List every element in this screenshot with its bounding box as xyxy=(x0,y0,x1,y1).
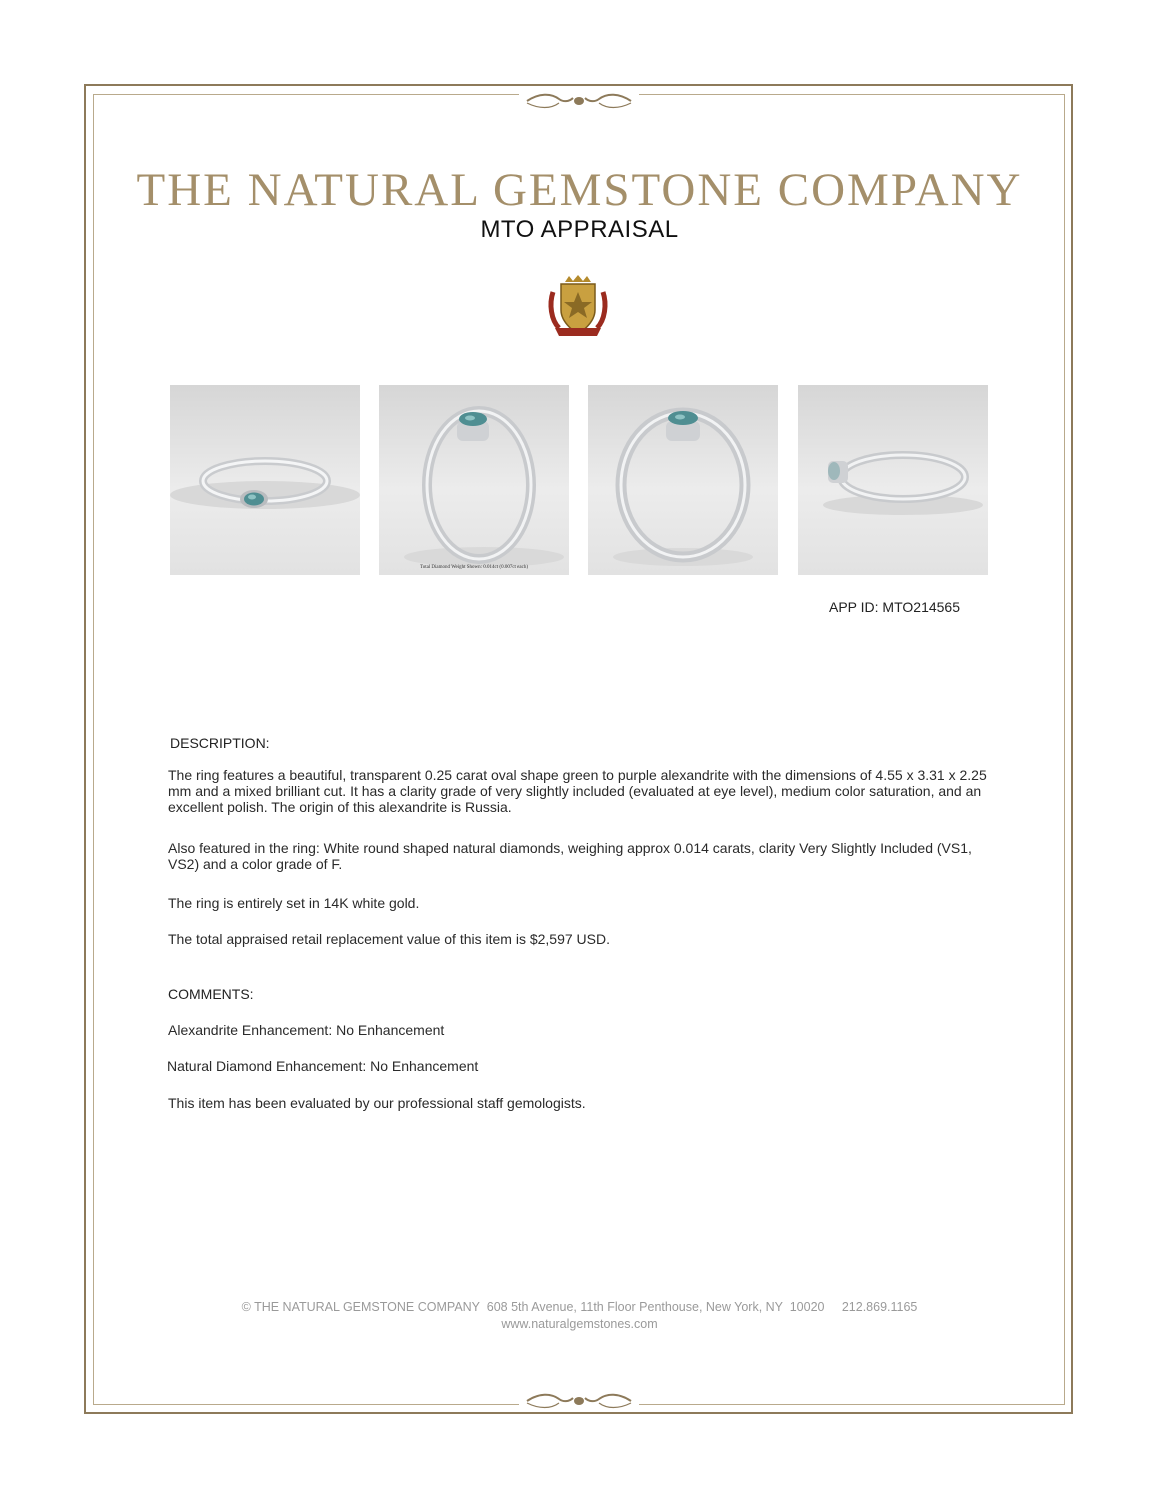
footer-website-link[interactable]: www.naturalgemstones.com xyxy=(501,1317,658,1331)
ring-front-view-image xyxy=(170,385,360,575)
comment-item: This item has been evaluated by our professional staff gemologists. xyxy=(168,1095,586,1111)
description-heading: DESCRIPTION: xyxy=(170,735,270,751)
bottom-flourish-ornament xyxy=(519,1390,639,1412)
description-paragraph: The total appraised retail replacement value of this item is $2,597 USD. xyxy=(168,931,611,947)
ring-upright-view-image xyxy=(588,385,778,575)
company-name: THE NATURAL GEMSTONE COMPANY xyxy=(136,164,1023,216)
ring-image-caption: Total Diamond Weight Shown: 0.014ct (0.007ct each) xyxy=(419,565,529,570)
ring-side-view-image xyxy=(798,385,988,575)
appraisal-id: APP ID: MTO214565 xyxy=(829,599,960,615)
description-paragraph: The ring is entirely set in 14K white gold. xyxy=(168,895,420,911)
document-subtitle: MTO APPRAISAL xyxy=(480,216,679,243)
description-paragraph: Also featured in the ring: White round shaped natural diamonds, weighing approx 0.014 carats, clarity Very Slightly Included (VS1, VS2) and a color grade of F. xyxy=(168,840,972,872)
footer-address: © THE NATURAL GEMSTONE COMPANY 608 5th Avenue, 11th Floor Penthouse, New York, NY 10020 212.869.1165 xyxy=(241,1300,918,1314)
comments-heading: COMMENTS: xyxy=(168,986,254,1002)
ring-angle-view-image xyxy=(379,385,569,575)
company-crest-icon xyxy=(547,274,609,340)
comment-item: Alexandrite Enhancement: No Enhancement xyxy=(168,1022,445,1038)
description-paragraph: The ring features a beautiful, transparent 0.25 carat oval shape green to purple alexandrite with the dimensions of 4.55 x 3.31 x 2.25 mm and a mixed brilliant cut. It has a clarity grade of very slightly included (evaluated at eye level), medium color saturation, and an excellent polish. The origin of this alexandrite is Russia. xyxy=(168,767,987,815)
comment-item: Natural Diamond Enhancement: No Enhancement xyxy=(167,1058,479,1074)
top-flourish-ornament xyxy=(519,90,639,112)
